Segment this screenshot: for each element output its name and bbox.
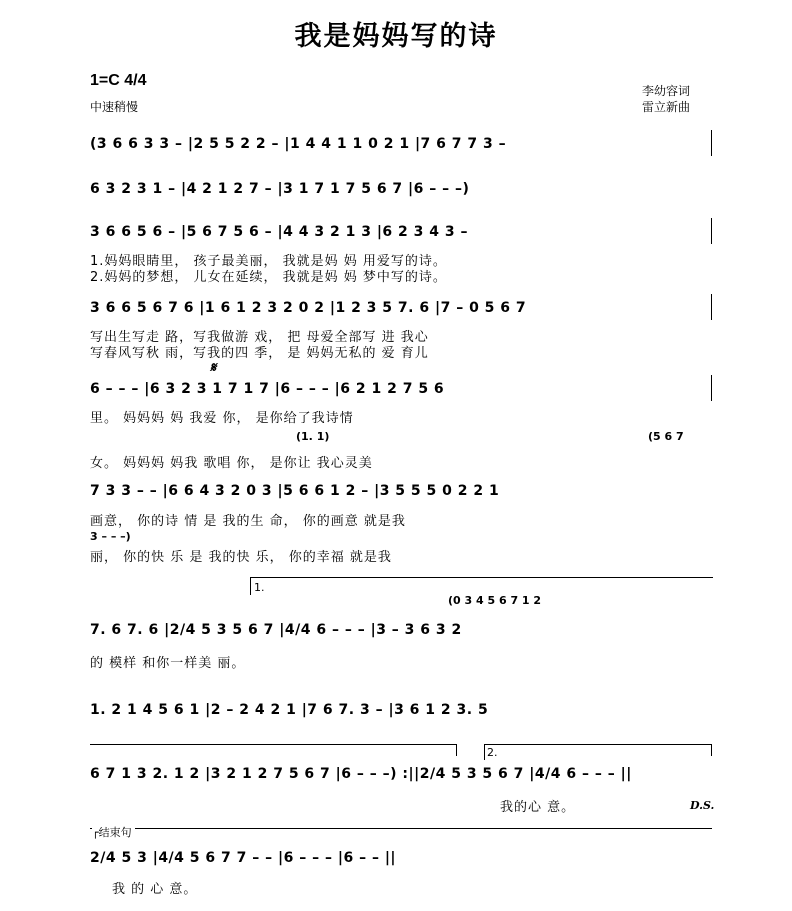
- volta-2-bracket-edge-right: [711, 744, 712, 756]
- volta-repeat-bracket: [90, 744, 456, 745]
- barline: [711, 218, 712, 244]
- lyric-verse2-row4: 写春风写秋 雨，写我的四 季， 是 妈妈无私的 爱 育儿: [90, 346, 429, 361]
- lyric-row7: 的 模样 和你一样美 丽。: [90, 656, 246, 671]
- lyric-verse2-row6: 丽， 你的快 乐 是 我的快 乐， 你的幸福 就是我: [90, 550, 392, 565]
- notation-row-10: 2/4 5 3 |4/4 5 6 7 7 – – |6 – – – |6 – – ||: [90, 850, 397, 866]
- pickup-notes: (0 3 4 5 6 7 1 2: [448, 594, 542, 607]
- lyricist-credit: 李幼容词: [642, 84, 691, 98]
- composer-credit: 雷立新曲: [642, 100, 691, 114]
- volta-2-bracket-edge: [484, 744, 485, 760]
- segno-sign: 𝄋: [210, 360, 217, 376]
- volta-1-bracket: [250, 577, 713, 578]
- song-title: 我是妈妈写的诗: [294, 21, 498, 52]
- volta-2-bracket: [484, 744, 712, 745]
- alt-notes-1: (1. 1): [296, 430, 330, 443]
- volta-repeat-bracket-edge: [456, 744, 457, 756]
- lyric-verse2-row5: 女。 妈妈妈 妈我 歌唱 你， 是你让 我心灵美: [90, 456, 373, 471]
- notation-row-5: 6 – – – |6 3 2 3 1 7 1 7 |6 – – – |6 2 1 2 7 5 6: [90, 381, 445, 397]
- barline: [711, 375, 712, 401]
- volta-1-label: 1.: [254, 581, 265, 594]
- barline: [711, 294, 712, 320]
- ending-bracket: [90, 828, 712, 829]
- lyric-verse1-row4: 写出生写走 路，写我做游 戏， 把 母爱全部写 进 我心: [90, 330, 429, 345]
- notation-row-3: 3 6 6 5 6 – |5 6 7 5 6 – |4 4 3 2 1 3 |6 2 3 4 3 –: [90, 224, 469, 240]
- lyric-row10: 我 的 心 意。: [112, 882, 198, 897]
- lyric-verse1-row6: 画意， 你的诗 情 是 我的生 命， 你的画意 就是我: [90, 514, 406, 529]
- lyric-row9: 我的心 意。: [500, 800, 576, 815]
- lyric-verse1-row5: 里。 妈妈妈 妈 我爱 你， 是你给了我诗情: [90, 411, 354, 426]
- notation-row-4: 3 6 6 5 6 7 6 |1 6 1 2 3 2 0 2 |1 2 3 5 7. 6 |7 – 0 5 6 7: [90, 300, 527, 316]
- alt-notes-2: (5 6 7: [648, 430, 684, 443]
- volta-2-label: 2.: [487, 746, 498, 759]
- notation-row-2: 6 3 2 3 1 – |4 2 1 2 7 – |3 1 7 1 7 5 6 7 |6 – – –): [90, 181, 470, 197]
- ending-label: ┌结束句: [92, 824, 135, 840]
- key-signature: 1=C 4/4: [90, 72, 147, 89]
- lyric-verse2-row3: 2.妈妈的梦想， 儿女在延续， 我就是妈 妈 梦中写的诗。: [90, 270, 447, 285]
- notation-row-6: 7 3 3 – – |6 6 4 3 2 0 3 |5 6 6 1 2 – |3 5 5 5 0 2 2 1: [90, 483, 500, 499]
- ds-marking: D.S.: [690, 799, 715, 812]
- volta-1-bracket-edge: [250, 577, 251, 595]
- barline: [711, 130, 712, 156]
- tempo-marking: 中速稍慢: [90, 100, 139, 114]
- lyric-verse1-row3: 1.妈妈眼睛里， 孩子最美丽， 我就是妈 妈 用爱写的诗。: [90, 254, 447, 269]
- notation-row-7: 7. 6 7. 6 |2/4 5 3 5 6 7 |4/4 6 – – – |3 – 3 6 3 2: [90, 622, 462, 638]
- tail-notes: 3 – – –): [90, 530, 131, 543]
- notation-row-9: 6 7 1 3 2. 1 2 |3 2 1 2 7 5 6 7 |6 – – –) :||2/4 5 3 5 6 7 |4/4 6 – – – ||: [90, 766, 632, 782]
- notation-row-8: 1. 2 1 4 5 6 1 |2 – 2 4 2 1 |7 6 7. 3 – |3 6 1 2 3. 5: [90, 702, 489, 718]
- notation-row-1: (3 6 6 3 3 – |2 5 5 2 2 – |1 4 4 1 1 0 2 1 |7 6 7 7 3 –: [90, 136, 507, 152]
